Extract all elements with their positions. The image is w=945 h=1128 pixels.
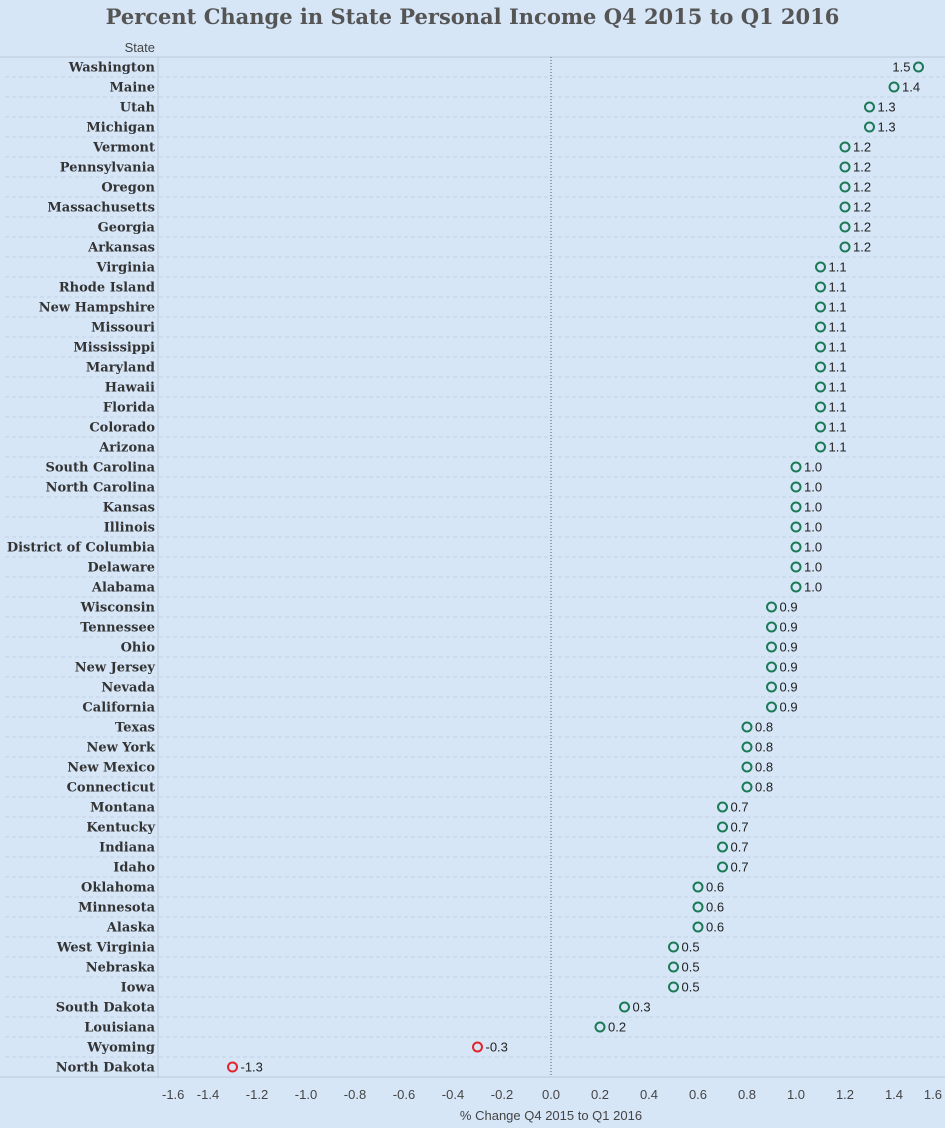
data-label: 1.1 bbox=[828, 299, 847, 315]
data-point bbox=[841, 223, 850, 232]
x-tick-label: -1.2 bbox=[245, 1087, 269, 1102]
state-label: Minnesota bbox=[78, 900, 155, 916]
state-label: Idaho bbox=[113, 860, 155, 876]
state-label: Maryland bbox=[85, 360, 155, 376]
x-tick-label: -1.0 bbox=[294, 1087, 318, 1102]
data-label: 0.6 bbox=[706, 879, 725, 895]
x-tick-label: -0.2 bbox=[490, 1087, 514, 1102]
state-label: Missouri bbox=[91, 320, 155, 336]
data-label: 0.7 bbox=[730, 819, 749, 835]
data-label: 1.2 bbox=[853, 199, 872, 215]
data-point bbox=[841, 183, 850, 192]
data-label: 1.4 bbox=[902, 79, 921, 95]
state-label: Oklahoma bbox=[81, 880, 155, 896]
data-point bbox=[743, 743, 752, 752]
data-point bbox=[767, 703, 776, 712]
x-tick-label: 1.6 bbox=[923, 1087, 942, 1102]
state-label: Texas bbox=[115, 720, 155, 736]
data-point bbox=[596, 1023, 605, 1032]
x-tick-label: 0.0 bbox=[541, 1087, 561, 1102]
data-point bbox=[841, 163, 850, 172]
state-label: Vermont bbox=[93, 140, 155, 156]
data-point bbox=[620, 1003, 629, 1012]
state-label: Wisconsin bbox=[80, 600, 155, 616]
data-point bbox=[914, 63, 923, 72]
state-label: Iowa bbox=[120, 980, 155, 996]
state-label: Nevada bbox=[101, 680, 155, 696]
state-label: Kansas bbox=[102, 500, 155, 516]
data-point bbox=[767, 623, 776, 632]
data-point bbox=[865, 123, 874, 132]
data-label: 1.0 bbox=[804, 539, 823, 555]
state-label: West Virginia bbox=[56, 940, 155, 956]
x-tick-label: 0.4 bbox=[639, 1087, 659, 1102]
data-label: 0.7 bbox=[730, 799, 749, 815]
data-label: 1.3 bbox=[877, 99, 896, 115]
state-label: Virginia bbox=[96, 260, 155, 276]
x-tick-label: -1.6 bbox=[162, 1087, 185, 1102]
state-label: Georgia bbox=[97, 220, 155, 236]
data-label: 0.9 bbox=[779, 659, 798, 675]
state-label: Montana bbox=[90, 800, 155, 816]
data-label: 0.5 bbox=[681, 939, 700, 955]
data-label: 1.1 bbox=[828, 359, 847, 375]
x-tick-label: 0.2 bbox=[590, 1087, 610, 1102]
state-label: Massachusetts bbox=[47, 200, 155, 216]
state-label: New Hampshire bbox=[38, 300, 155, 316]
data-point bbox=[718, 863, 727, 872]
data-label: 0.8 bbox=[755, 759, 774, 775]
data-label: 0.9 bbox=[779, 679, 798, 695]
state-label: Pennsylvania bbox=[59, 160, 155, 176]
column-header-state: State bbox=[124, 40, 155, 55]
data-label: 0.2 bbox=[608, 1019, 627, 1035]
x-tick-label: 1.2 bbox=[835, 1087, 855, 1102]
data-label: 1.2 bbox=[853, 179, 872, 195]
state-label: Illinois bbox=[103, 520, 155, 536]
data-point bbox=[816, 303, 825, 312]
state-label: Kentucky bbox=[86, 820, 155, 836]
data-point bbox=[669, 943, 678, 952]
state-label: Hawaii bbox=[104, 380, 155, 396]
data-point bbox=[767, 603, 776, 612]
state-label: Washington bbox=[68, 60, 155, 76]
x-tick-label: 0.8 bbox=[737, 1087, 757, 1102]
data-point bbox=[816, 383, 825, 392]
data-label: 0.7 bbox=[730, 859, 749, 875]
data-point bbox=[718, 823, 727, 832]
state-label: Nebraska bbox=[85, 960, 155, 976]
data-label: 1.1 bbox=[828, 339, 847, 355]
data-label: 0.6 bbox=[706, 919, 725, 935]
data-point bbox=[816, 423, 825, 432]
data-label: 0.9 bbox=[779, 639, 798, 655]
state-label: Wyoming bbox=[87, 1040, 155, 1056]
state-label: Arkansas bbox=[88, 240, 155, 256]
data-point bbox=[792, 543, 801, 552]
state-label: North Carolina bbox=[45, 480, 155, 496]
state-label: Louisiana bbox=[84, 1020, 155, 1036]
data-point bbox=[792, 563, 801, 572]
data-label: 1.2 bbox=[853, 239, 872, 255]
data-label: 1.1 bbox=[828, 419, 847, 435]
state-label: District of Columbia bbox=[6, 540, 155, 556]
data-point bbox=[228, 1063, 237, 1072]
data-point bbox=[841, 143, 850, 152]
state-label: South Carolina bbox=[45, 460, 155, 476]
data-point bbox=[767, 643, 776, 652]
state-label: Michigan bbox=[86, 120, 155, 136]
state-label: New Jersey bbox=[74, 660, 155, 676]
data-label: 1.1 bbox=[828, 439, 847, 455]
data-point bbox=[816, 283, 825, 292]
data-label: 1.1 bbox=[828, 319, 847, 335]
chart-title: Percent Change in State Personal Income Q4 2015 to Q1 2016 bbox=[105, 4, 840, 29]
state-label: Maine bbox=[109, 80, 155, 96]
data-label: 1.0 bbox=[804, 519, 823, 535]
data-point bbox=[792, 463, 801, 472]
data-point bbox=[718, 803, 727, 812]
state-label: Delaware bbox=[87, 560, 155, 576]
data-point bbox=[694, 923, 703, 932]
x-tick-label: -0.8 bbox=[343, 1087, 367, 1102]
data-label: 0.9 bbox=[779, 699, 798, 715]
x-tick-label: -1.4 bbox=[196, 1087, 220, 1102]
state-label: Tennessee bbox=[80, 620, 155, 636]
data-label: 1.0 bbox=[804, 459, 823, 475]
data-label: 1.0 bbox=[804, 479, 823, 495]
data-label: 0.8 bbox=[755, 779, 774, 795]
data-label: 1.5 bbox=[892, 59, 911, 75]
state-label: North Dakota bbox=[55, 1060, 155, 1076]
data-point bbox=[743, 723, 752, 732]
data-point bbox=[743, 763, 752, 772]
x-tick-label: -0.6 bbox=[392, 1087, 416, 1102]
data-point bbox=[767, 683, 776, 692]
data-label: 1.0 bbox=[804, 559, 823, 575]
data-label: 1.0 bbox=[804, 579, 823, 595]
data-label: 0.8 bbox=[755, 739, 774, 755]
data-point bbox=[743, 783, 752, 792]
state-label: Mississippi bbox=[73, 340, 155, 356]
data-label: 0.9 bbox=[779, 619, 798, 635]
data-label: -1.3 bbox=[240, 1059, 263, 1075]
state-label: Rhode Island bbox=[58, 280, 155, 296]
x-tick-label: 1.0 bbox=[786, 1087, 806, 1102]
data-label: 1.0 bbox=[804, 499, 823, 515]
data-label: 0.3 bbox=[632, 999, 651, 1015]
data-point bbox=[792, 523, 801, 532]
data-point bbox=[792, 583, 801, 592]
data-label: 0.7 bbox=[730, 839, 749, 855]
state-label: California bbox=[82, 700, 155, 716]
data-label: 1.2 bbox=[853, 139, 872, 155]
state-label: Alaska bbox=[106, 920, 155, 936]
data-label: 1.1 bbox=[828, 259, 847, 275]
data-label: 1.1 bbox=[828, 379, 847, 395]
data-point bbox=[718, 843, 727, 852]
state-label: New Mexico bbox=[67, 760, 155, 776]
data-point bbox=[841, 203, 850, 212]
data-label: 0.5 bbox=[681, 959, 700, 975]
data-label: 1.1 bbox=[828, 399, 847, 415]
x-tick-label: -0.4 bbox=[441, 1087, 465, 1102]
state-label: Florida bbox=[102, 400, 155, 416]
state-label: New York bbox=[86, 740, 155, 756]
data-label: 0.5 bbox=[681, 979, 700, 995]
data-point bbox=[694, 903, 703, 912]
data-label: 0.8 bbox=[755, 719, 774, 735]
data-point bbox=[816, 403, 825, 412]
state-label: Indiana bbox=[99, 840, 155, 856]
data-point bbox=[669, 963, 678, 972]
state-label: Ohio bbox=[120, 640, 155, 656]
data-point bbox=[792, 483, 801, 492]
data-label: 1.2 bbox=[853, 219, 872, 235]
state-label: Colorado bbox=[89, 420, 155, 436]
data-point bbox=[890, 83, 899, 92]
x-tick-label: 0.6 bbox=[688, 1087, 708, 1102]
x-tick-label: 1.4 bbox=[884, 1087, 904, 1102]
data-point bbox=[816, 263, 825, 272]
data-label: 1.2 bbox=[853, 159, 872, 175]
data-point bbox=[669, 983, 678, 992]
state-label: Connecticut bbox=[66, 780, 155, 796]
state-label: Oregon bbox=[101, 180, 155, 196]
x-axis-title: % Change Q4 2015 to Q1 2016 bbox=[459, 1108, 643, 1123]
data-point bbox=[816, 323, 825, 332]
data-point bbox=[767, 663, 776, 672]
state-label: Alabama bbox=[91, 580, 155, 596]
state-label: Utah bbox=[119, 100, 155, 116]
data-label: 1.3 bbox=[877, 119, 896, 135]
data-point bbox=[865, 103, 874, 112]
data-point bbox=[816, 343, 825, 352]
data-point bbox=[792, 503, 801, 512]
state-label: South Dakota bbox=[55, 1000, 155, 1016]
data-point bbox=[816, 443, 825, 452]
data-point bbox=[473, 1043, 482, 1052]
data-point bbox=[694, 883, 703, 892]
data-point bbox=[816, 363, 825, 372]
data-point bbox=[841, 243, 850, 252]
state-label: Arizona bbox=[99, 440, 155, 456]
data-label: 1.1 bbox=[828, 279, 847, 295]
data-label: 0.9 bbox=[779, 599, 798, 615]
data-label: -0.3 bbox=[485, 1039, 508, 1055]
data-label: 0.6 bbox=[706, 899, 725, 915]
